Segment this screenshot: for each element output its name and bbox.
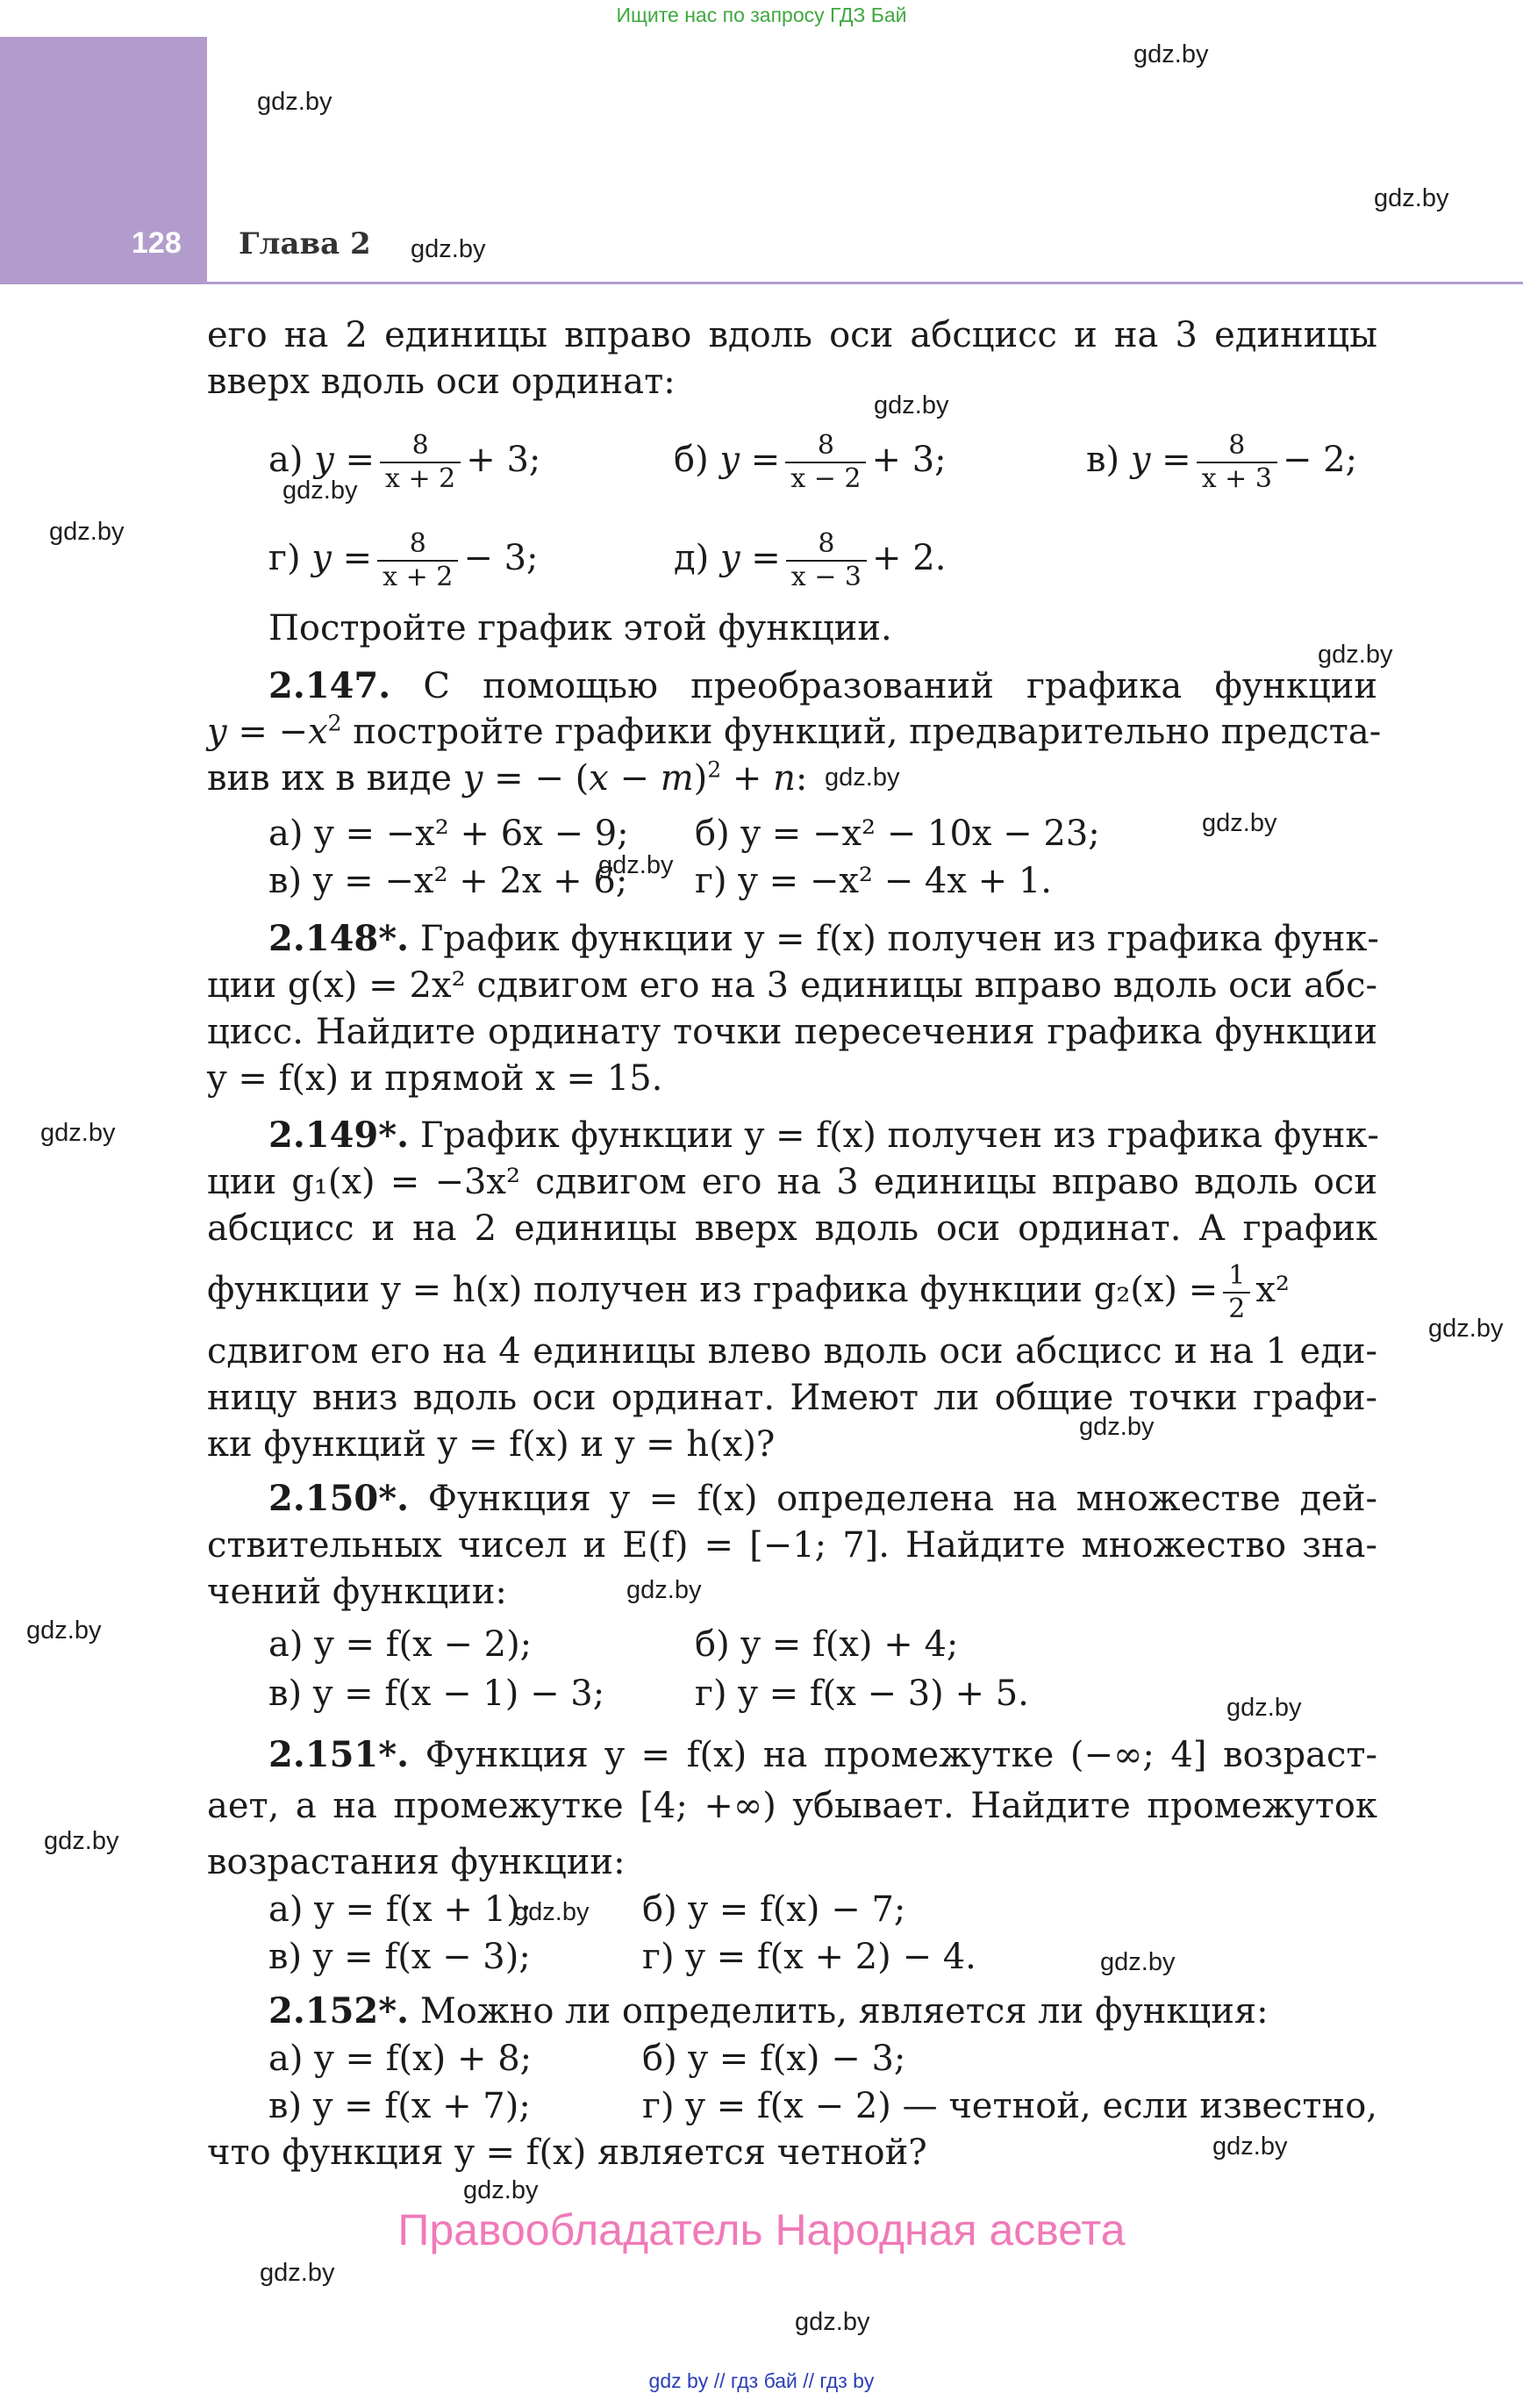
text-line: ает, а на промежутке [4; +∞) убывает. Найдите промежуток	[207, 1786, 1377, 1826]
watermark: gdz.by	[874, 391, 949, 419]
option-a: а) y = f(x) + 8;	[268, 2039, 533, 2079]
problem-2-152: 2.152*. Можно ли определить, является ли функция:	[268, 1990, 1269, 2032]
option-d: г) y = f(x − 2) — четной, если известно,	[642, 2086, 1377, 2126]
watermark: gdz.by	[40, 1119, 116, 1147]
option-a: а) y = f(x − 2);	[268, 1624, 533, 1665]
watermark: gdz.by	[795, 2308, 870, 2336]
watermark: gdz.by	[282, 477, 358, 505]
watermark: gdz.by	[1133, 40, 1209, 68]
option-d: г) y = f(x − 3) + 5.	[695, 1673, 1029, 1714]
option-a: а) y = −x² + 6x − 9;	[268, 813, 629, 854]
watermark: gdz.by	[49, 518, 125, 546]
text-line: вив их в виде y = − $(x - m)^2 + n$:	[207, 756, 808, 799]
problem-2-149: 2.149*. График функции y = f(x) получен из графика функ-	[268, 1114, 1379, 1156]
text-line: возрастания функции:	[207, 1842, 626, 1882]
text-line: ции g(x) = 2x² сдвигом его на 3 единицы вправо вдоль оси абс-	[207, 965, 1377, 1006]
text-line: ницу вниз вдоль оси ординат. Имеют ли общие точки графи-	[207, 1378, 1377, 1418]
text-line: функции y = h(x) получен из графика функции g₂(x) = $\frac{1}{2}$ x²	[207, 1260, 1290, 1324]
text-line: ции g₁(x) = −3x² сдвигом его на 3 единицы вправо вдоль оси	[207, 1162, 1377, 1202]
text-line: ки функций y = f(x) и y = h(x)?	[207, 1424, 776, 1465]
text-line: абсцисс и на 2 единицы вверх вдоль оси ординат. А график	[207, 1208, 1377, 1249]
watermark: gdz.by	[1318, 641, 1393, 669]
text-line: сдвигом его на 4 единицы влево вдоль оси абсцисс и на 1 еди-	[207, 1331, 1377, 1372]
option-b: б) y = f(x) + 4;	[695, 1624, 959, 1665]
watermark: gdz.by	[44, 1827, 119, 1855]
header-divider	[207, 282, 1523, 284]
option-d: г) y = −x² − 4x + 1.	[695, 861, 1052, 901]
watermark: gdz.by	[1100, 1948, 1176, 1976]
text-line: y = f(x) и прямой x = 15.	[207, 1058, 663, 1099]
watermark: gdz.by	[598, 851, 674, 879]
problem-2-148: 2.148*. График функции y = f(x) получен из графика функ-	[268, 918, 1379, 959]
option-c: в) y = $\frac{8}{x + 3}$ − 2;	[1086, 430, 1358, 494]
option-c: в) y = f(x + 7);	[268, 2086, 531, 2126]
option-c: в) y = −x² + 2x + 6;	[268, 861, 628, 901]
option-b: б) y = f(x) − 3;	[642, 2039, 906, 2079]
option-e: д) y = $\frac{8}{x - 3}$ + 2.	[674, 528, 947, 592]
watermark: gdz.by	[1226, 1694, 1302, 1722]
text-line: вверх вдоль оси ординат:	[207, 362, 676, 402]
watermark: gdz.by	[1428, 1315, 1504, 1343]
watermark: gdz.by	[1202, 809, 1277, 837]
text-line: цисс. Найдите ординату точки пересечения графика функции	[207, 1012, 1377, 1052]
watermark: gdz.by	[825, 763, 900, 792]
copyright-notice: Правообладатель Народная асвета	[397, 2205, 1126, 2254]
option-c: в) y = f(x − 1) − 3;	[268, 1673, 605, 1714]
problem-2-150: 2.150*. Функция y = f(x) определена на множестве дей-	[268, 1478, 1377, 1519]
problem-2-151: 2.151*. Функция y = f(x) на промежутке (−∞; 4] возраст-	[268, 1734, 1377, 1775]
watermark: gdz.by	[257, 88, 332, 116]
page-number: 128	[132, 226, 182, 260]
text-line: что функция y = f(x) является четной?	[207, 2132, 927, 2173]
option-c: в) y = f(x − 3);	[268, 1937, 531, 1977]
watermark: gdz.by	[626, 1576, 702, 1604]
watermark: gdz.by	[1079, 1413, 1155, 1441]
option-d: г) y = $\frac{8}{x + 2}$ − 3;	[268, 528, 539, 592]
watermark: gdz.by	[463, 2176, 539, 2204]
watermark: gdz.by	[411, 235, 486, 263]
text-line: его на 2 единицы вправо вдоль оси абсцисс и на 3 единицы	[207, 315, 1377, 355]
option-b: б) y = $\frac{8}{x - 2}$ + 3;	[674, 430, 947, 494]
problem-2-147: 2.147. С помощью преобразований графика функции	[268, 665, 1378, 706]
chapter-title: Глава 2	[239, 226, 371, 262]
text-line: $y = -x^2$ постройте графики функций, предварительно предста-	[207, 710, 1382, 752]
option-b: б) y = −x² − 10x − 23;	[695, 813, 1100, 854]
option-d: г) y = f(x + 2) − 4.	[642, 1937, 976, 1977]
watermark: gdz.by	[1374, 184, 1449, 212]
watermark: gdz.by	[514, 1898, 590, 1926]
top-banner-text: Ищите нас по запросу ГДЗ Бай	[616, 4, 907, 26]
bottom-links: gdz by // гдз бай // гдз by	[648, 2369, 875, 2392]
watermark: gdz.by	[26, 1616, 102, 1645]
text-line: ствительных чисел и E(f) = [−1; 7]. Найдите множество зна-	[207, 1525, 1377, 1566]
text-line: чений функции:	[207, 1572, 507, 1612]
option-b: б) y = f(x) − 7;	[642, 1889, 906, 1930]
option-a: а) y = f(x + 1);	[268, 1889, 533, 1930]
watermark: gdz.by	[1212, 2132, 1288, 2161]
watermark: gdz.by	[260, 2259, 335, 2287]
text-line: Постройте график этой функции.	[268, 608, 892, 649]
option-a: а) y = $\frac{8}{x + 2}$ + 3;	[268, 430, 541, 494]
